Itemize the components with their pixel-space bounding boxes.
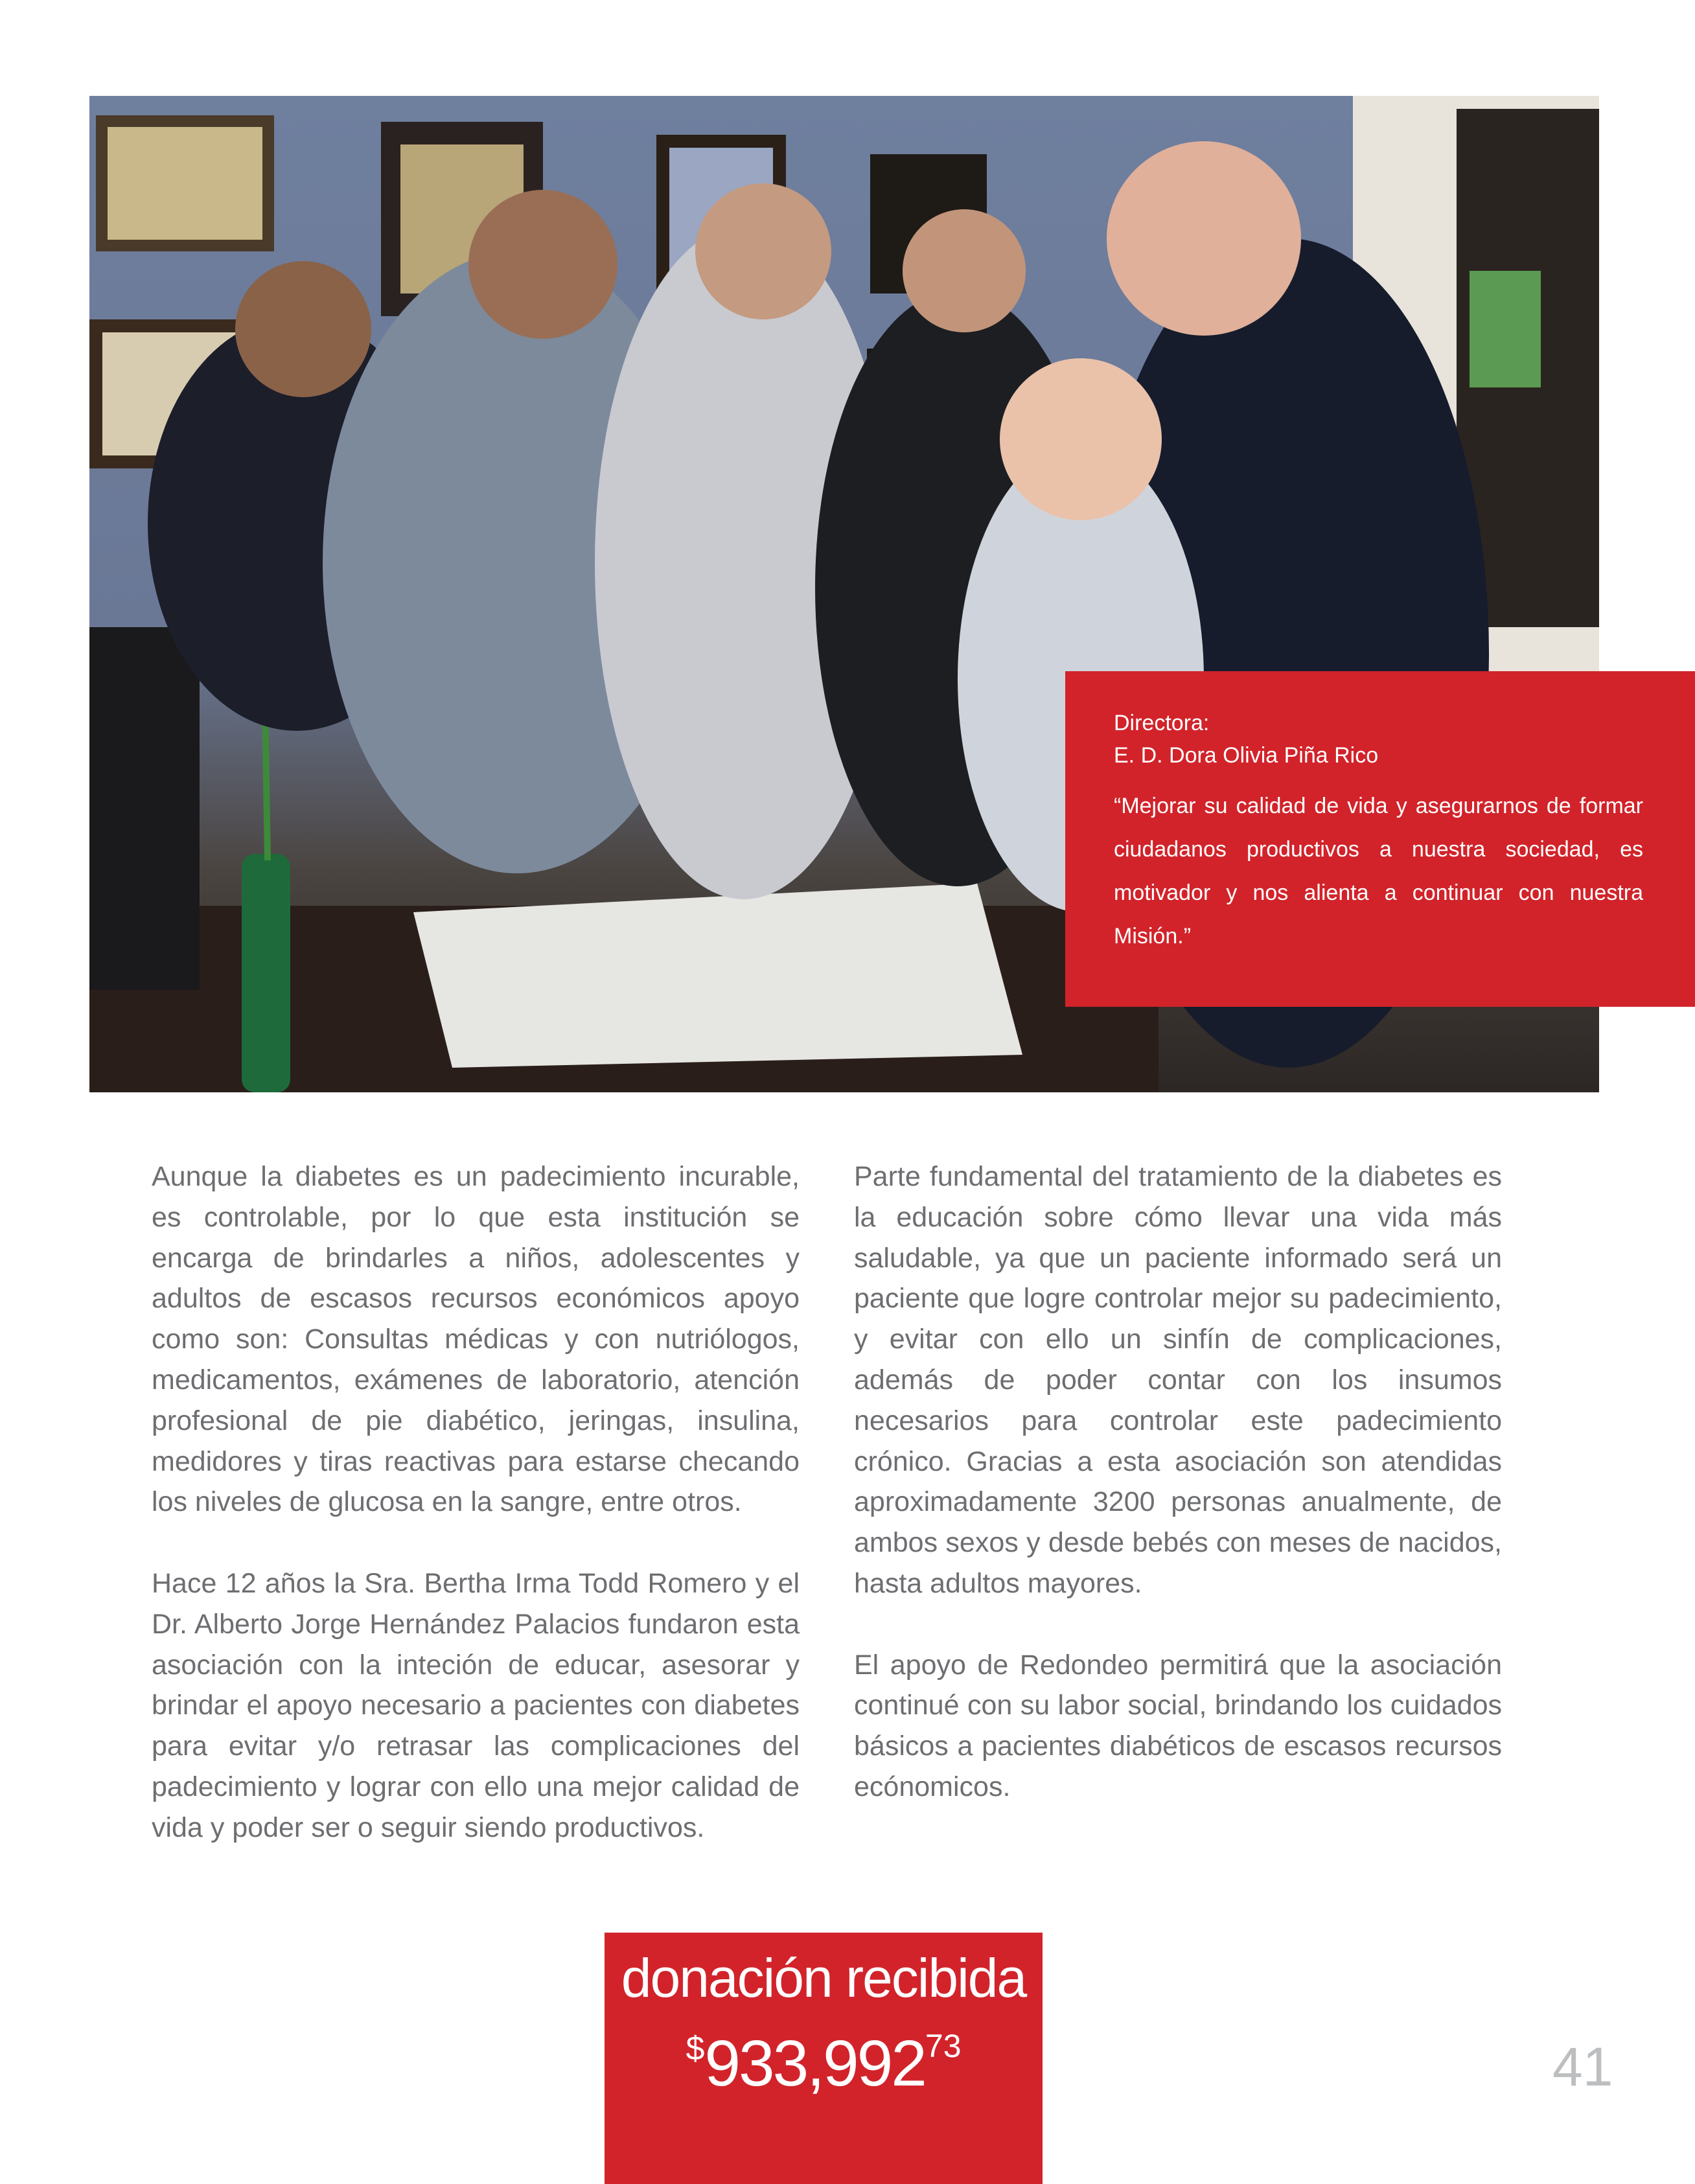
paragraph: Hace 12 años la Sra. Bertha Irma Todd Romero y el Dr. Alberto Jorge Hernández Palacios fundaron esta asociación con la inteción de educar, asesorar y brindar el apoyo necesario a pacientes con diabetes para evitar y/o retrasar las complicaciones del padecimiento y lograr con ello una mejor calidad de vida y poder ser o seguir siendo productivos. <box>152 1567 800 1843</box>
green-box <box>1470 271 1541 387</box>
quote-name: E. D. Dora Olivia Piña Rico <box>1114 743 1379 768</box>
donation-label: donación recibida <box>621 1948 1026 2008</box>
director-head <box>1107 141 1301 336</box>
paper-calendar <box>413 883 1022 1068</box>
quote-role: Directora: <box>1114 711 1210 735</box>
paragraph: Parte fundamental del tratamiento de la diabetes es la educación sobre cómo llevar una vida más saludable, ya que un paciente informado será un paciente que logre controlar mejor su padecimiento, y evitar con ello un sinfín de complicaciones, además de poder contar con los insumos necesarios para controlar este padecimiento crónico. Gracias a esta asociación son atendidas aproximadamente 3200 personas anualmente, de ambos sexos y desde bebés con meses de nacidos, hasta adultos mayores. <box>854 1161 1502 1599</box>
page-number: 41 <box>1552 2036 1613 2097</box>
monitor <box>89 627 200 990</box>
donation-box <box>605 1933 1043 2184</box>
donation-amount <box>605 2010 1043 2099</box>
donation-value: 933,992 <box>704 2027 925 2100</box>
child-1-head <box>235 261 371 397</box>
quote-text: “Mejorar su calidad de vida y asegurarnos de formar ciudadanos productivos a nuestra sociedad, es motivador y nos alienta a continuar con nuestra Misión.” <box>1114 794 1643 948</box>
director-quote-box <box>1065 671 1695 1007</box>
paragraph: El apoyo de Redondeo permitirá que la asociación continué con su labor social, brindando los cuidados básicos a pacientes diabéticos de escasos recursos ecónomicos. <box>854 1649 1502 1802</box>
text-column-left <box>152 1156 800 1889</box>
wall-frame-plaque <box>108 127 262 240</box>
teen-1-head <box>468 190 617 339</box>
child-2-head <box>903 209 1026 332</box>
teen-2-head <box>695 183 831 319</box>
toddler-head <box>1000 358 1162 520</box>
donation-currency: $ <box>686 2030 705 2067</box>
paragraph: Aunque la diabetes es un padecimiento incurable, es controlable, por lo que esta institución se encarga de brindarles a niños, adolescentes y adultos de escasos recursos económicos apoyo como son: Consultas médicas y con nutriólogos, medicamentos, exámenes de laboratorio, atención profesional de pie diabético, jeringas, insulina, medidores y tiras reactivas para estarse checando los niveles de glucosa en la sangre, entre otros. <box>152 1161 800 1518</box>
donation-cents: 73 <box>925 2028 962 2064</box>
text-column-right <box>854 1156 1502 1848</box>
green-vase <box>242 854 290 1092</box>
